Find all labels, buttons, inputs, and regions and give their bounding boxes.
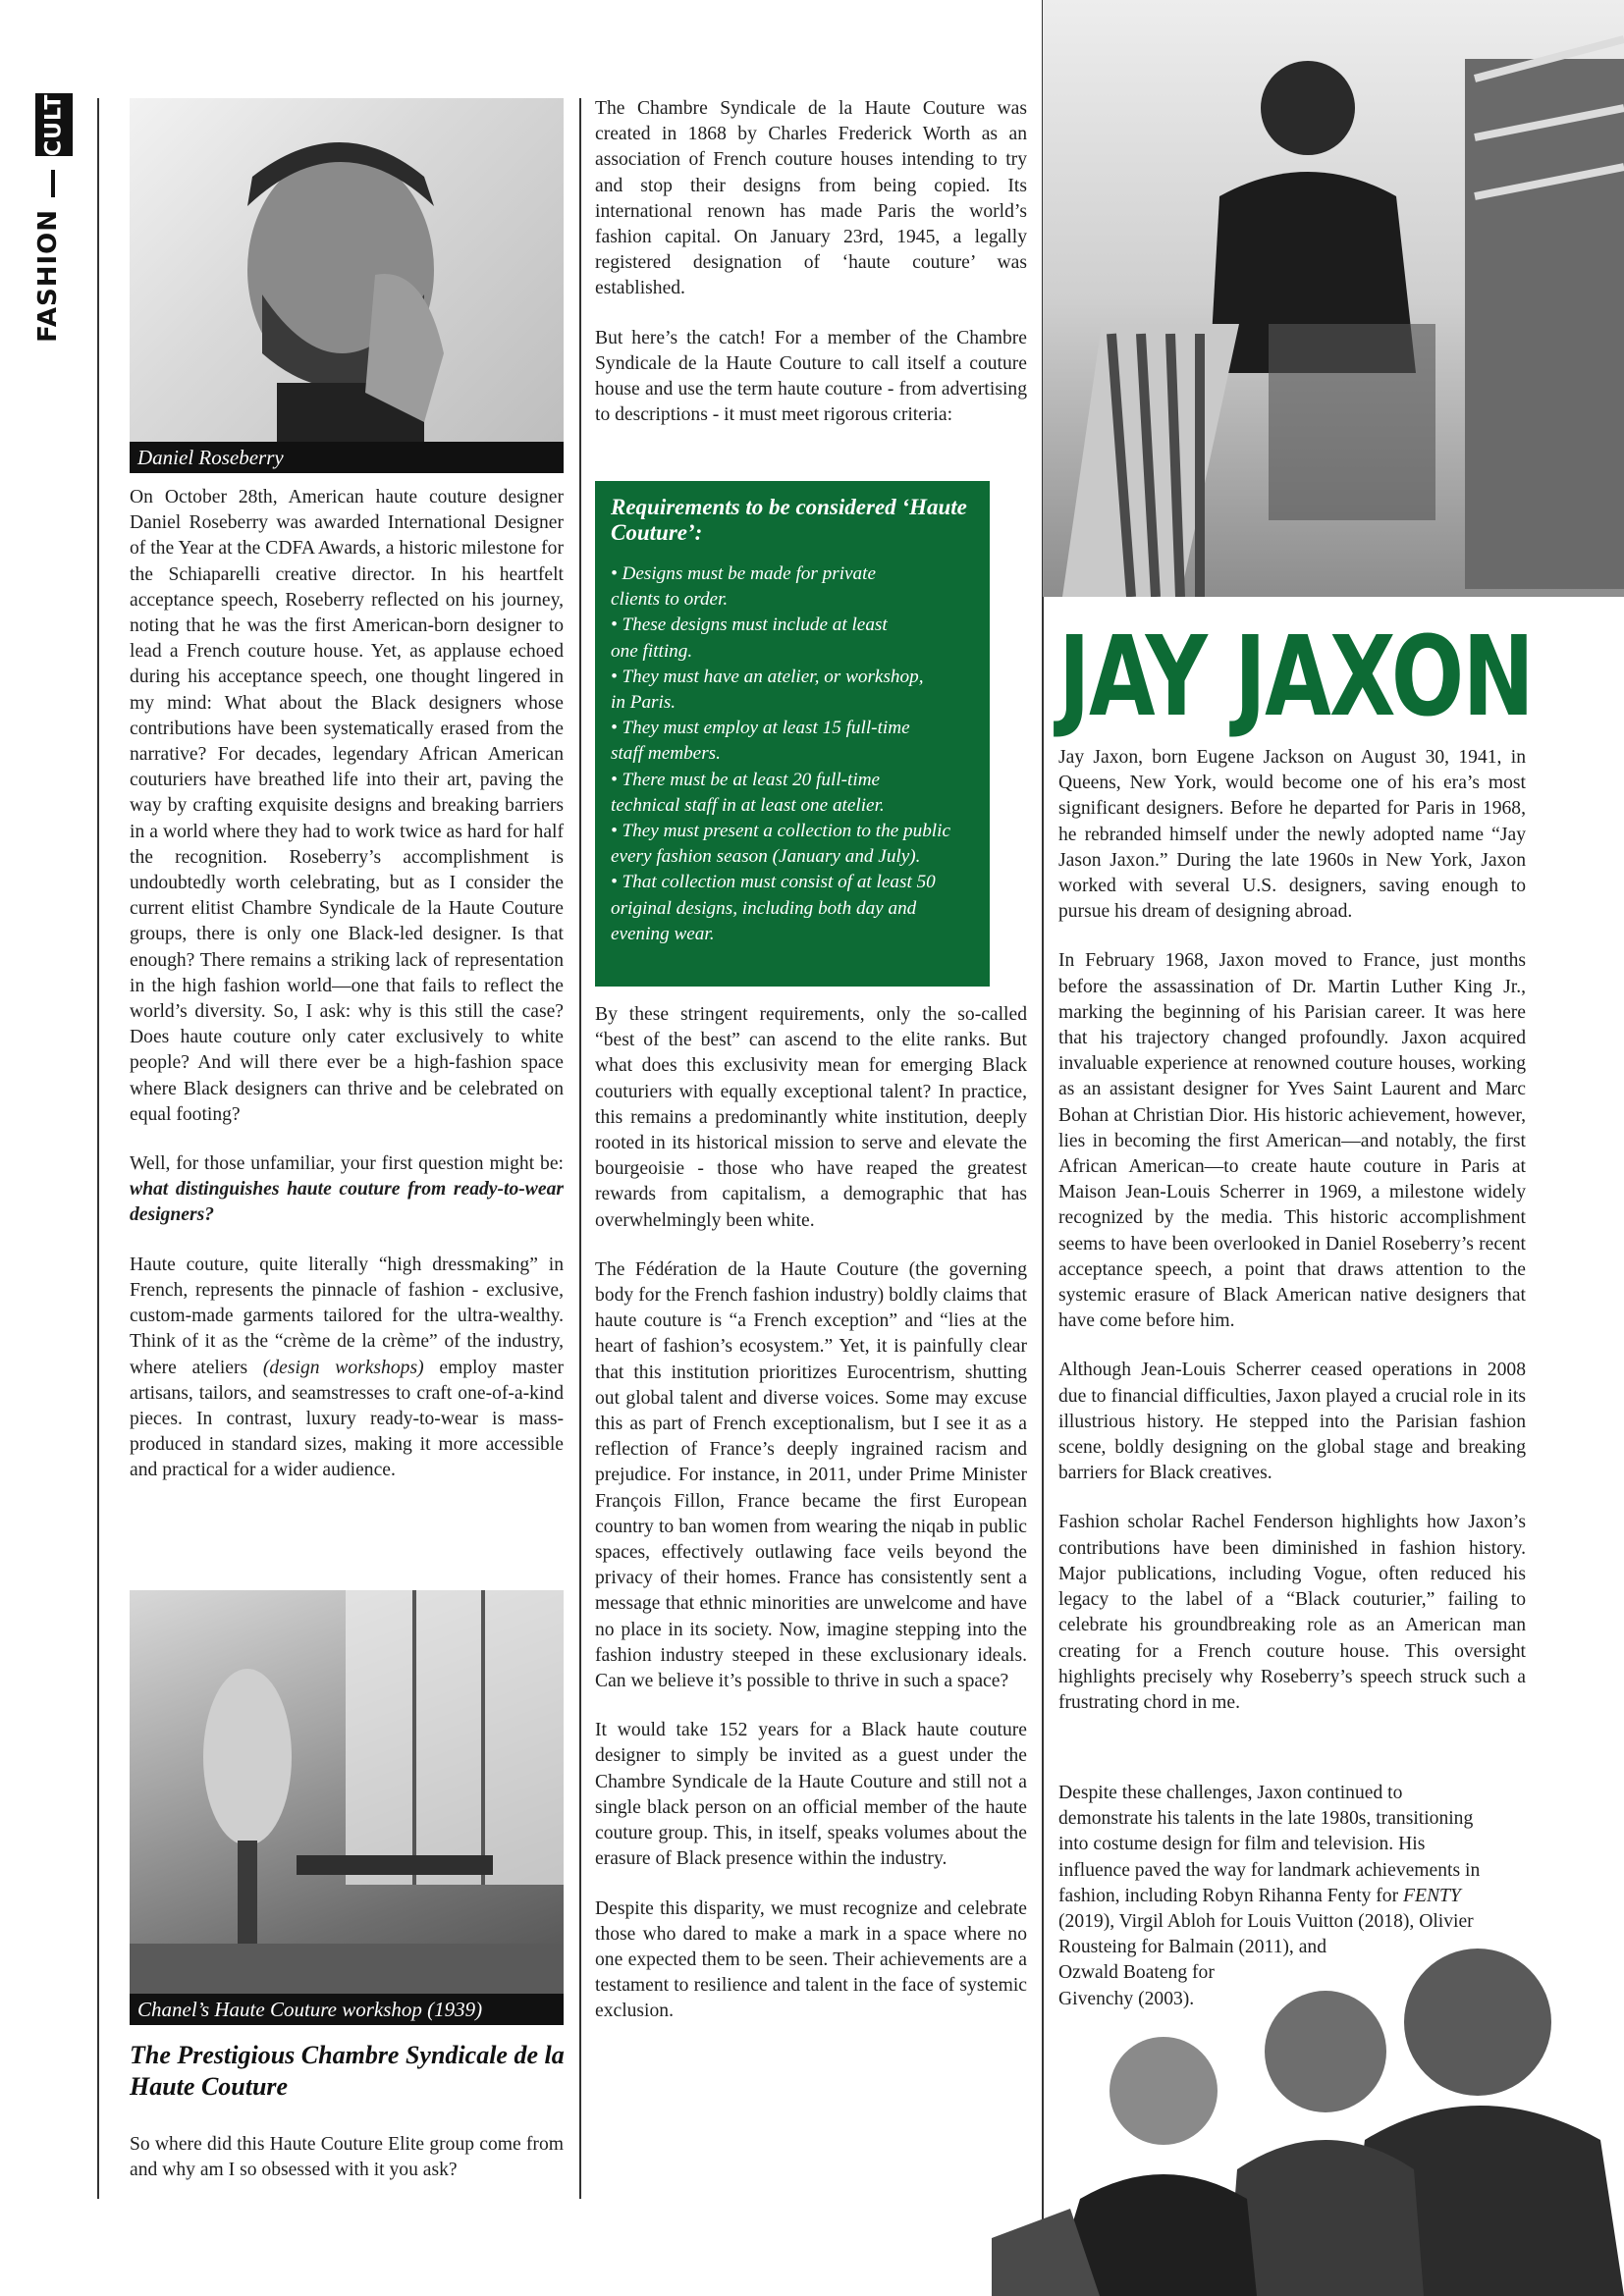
list-item: • They must present a collection to the public (611, 821, 950, 842)
list-item: • Designs must be made for private (611, 563, 876, 584)
text-line: into costume design for film and television. His (1058, 1834, 1426, 1855)
paragraph: Despite this disparity, we must recognize and celebrate those who dared to make a mark in a space where no one expected them to be seen. Their achievements are a testament to resilience and talent in the face of systemic exclusion. (595, 1897, 1027, 2022)
list-item: evening wear. (611, 923, 715, 944)
paragraph: It would take 152 years for a Black haute couture designer to simply be invited as a guest under the Chambre Syndicale de la Haute Couture and still not a single black person on an official member of the haute couture group. This, in itself, speaks volumes about the erasure of Black presence within the industry. (595, 1720, 1027, 1870)
section-label: FASHION (33, 209, 63, 343)
column-3 (1058, 745, 1526, 1739)
paragraph: In February 1968, Jaxon moved to France, just months before the assassination of Dr. Martin Luther King Jr., marking the beginning of his Parisian career. It was here that his trajectory changed profoundly. Jaxon acquired invaluable experience at renowned couture houses, working as an assistant designer for Yves Saint Laurent and Marc Bohan at Christian Dior. His historic achievement, however, lies in becoming the first American—and notably, the first African American—to create haute couture in Paris at Maison Jean-Louis Scherrer in 1969, a milestone widely recognized by the media. This historic accomplishment seems to have been overlooked in Daniel Roseberry’s recent acceptance speech, a point that draws attention to the systemic erasure of Black American native designers that have come before him. (1058, 950, 1526, 1332)
list-item: staff members. (611, 743, 721, 765)
column-2-bottom (595, 1002, 1027, 2025)
paragraph: Well, for those unfamiliar, your first question might be: what distinguishes haute couture from ready-to-wear designers? (130, 1153, 564, 1226)
workshop-illustration (130, 1590, 564, 2025)
list-item: • These designs must include at least (611, 614, 888, 636)
text-line: fashion, including Robyn Rihanna Fenty for FENTY (1058, 1885, 1461, 1906)
requirements-list (611, 561, 974, 947)
list-item: in Paris. (611, 692, 677, 714)
requirements-box (595, 481, 990, 987)
paragraph: Although Jean-Louis Scherrer ceased operations in 2008 due to financial difficulties, Jaxon played a crucial role in its illustrious history. He stepped into the Parisian fashion scene, boldly designing on the global stage and breaking barriers for Black creatives. (1058, 1360, 1526, 1484)
column-3-end (1058, 1781, 1526, 2012)
list-item: one fitting. (611, 640, 693, 662)
photo-caption: Daniel Roseberry (130, 442, 564, 473)
requirements-title: Requirements to be considered ‘Haute Couture’: (611, 495, 967, 545)
text-line: Despite these challenges, Jaxon continued to (1058, 1783, 1403, 1803)
column-rule-left (97, 98, 99, 2199)
column-1-end (130, 2132, 564, 2183)
list-item: • They must have an atelier, or workshop, (611, 666, 924, 687)
list-item: technical staff in at least one atelier. (611, 794, 885, 816)
paragraph: The Fédération de la Haute Couture (the governing body for the French fashion industry) boldly claims that haute couture is “a French exception” and “lies at the heart of fashion’s ecosystem.” Yet, it is painfully clear that this institution prioritizes Eurocentrism, shutting out global talent and diverse voices. Some may excuse this as part of French exceptionalism, but I see it as a reflection of France’s deeply ingrained racism and prejudice. For instance, in 2011, under Prime Minister François Fillon, France became the first European country to ban women from wearing the niqab in public spaces, effectively outlawing face veils beyond the privacy of their homes. France has consistently sent a message that ethnic minorities are unwelcome and have no place in its society. Now, imagine stepping into the fashion industry steeped in these exclusionary ideals. Can we believe it’s possible to thrive in such a space? (595, 1258, 1027, 1692)
paragraph: But here’s the catch! For a member of the Chambre Syndicale de la Haute Couture to call itself a couture house and use the term haute couture - from advertising to descriptions - it must meet rigorous criteria: (595, 327, 1027, 426)
column-2-top (595, 96, 1027, 428)
list-item: clients to order. (611, 589, 729, 611)
jaxon-illustration (1043, 0, 1624, 597)
paragraph: By these stringent requirements, only the so-called “best of the best” can ascend to the elite ranks. But what does this exclusivity mean for emerging Black couturiers with equally exceptional talent? In practice, this remains a predominantly white institution, deeply rooted in its historical mission to serve and elevate the bourgeoisie - those who have reaped the greatest rewards from capitalism, a demographic that has overwhelmingly been white. (595, 1004, 1027, 1231)
magazine-logo: CULT (35, 93, 73, 156)
jay-jaxon-photo (1043, 0, 1624, 597)
paragraph: Haute couture, quite literally “high dressmaking” in French, represents the pinnacle of fashion - exclusive, custom-made garments tailored for the ultra-wealthy. Think of it as the “crème de la crème” of the industry, where ateliers (design workshops) employ master artisans, tailors, and seamstresses to craft one-of-a-kind pieces. In contrast, luxury ready-to-wear is mass-produced in standard sizes, making it more accessible and practical for a wider audience. (130, 1254, 565, 1481)
text-line: Ozwald Boateng for (1058, 1962, 1215, 1984)
photo-caption: Chanel’s Haute Couture workshop (1939) (130, 1994, 564, 2025)
section-subheading: The Prestigious Chambre Syndicale de la Haute Couture (130, 2041, 565, 2101)
text-line: Givenchy (2003). (1058, 1988, 1195, 2009)
text-line: Rousteing for Balmain (2011), and (1058, 1937, 1326, 1958)
article-headline: JAY JAXON (1058, 614, 1534, 741)
list-item: • That collection must consist of at least 50 (611, 872, 936, 893)
paragraph: On October 28th, American haute couture designer Daniel Roseberry was awarded International Designer of the Year at the CDFA Awards, a historic milestone for the Schiaparelli creative director. In his heartfelt acceptance speech, Roseberry reflected on his journey, noting that he was the first American-born designer to lead a French couture house. Yet, as applause echoed during his acceptance speech, one thought lingered in my mind: What about the Black designers whose contributions have been systematically erased from the narrative? For decades, legendary African American couturiers have breathed life into their art, paving the way by crafting exquisite designs and breaking barriers in a world where they had to work twice as hard for half the recognition. Roseberry’s accomplishment is undoubtedly worth celebrating, but as I consider the current elitist Chambre Syndicale de la Haute Couture groups, there is only one Black-led designer. Is that enough? There remains a striking lack of representation in the high fashion world—one that fails to reflect the world’s diversity. So, I ask: why is this still the case? Does haute couture only cater exclusively to white people? And will there ever be a high-fashion space where Black designers can thrive and be celebrated on equal footing? (130, 487, 564, 1125)
text-line: (2019), Virgil Abloh for Louis Vuitton (2018), Olivier (1058, 1911, 1474, 1933)
side-tag (22, 93, 81, 358)
chanel-workshop-photo (130, 1590, 564, 2025)
paragraph: Fashion scholar Rachel Fenderson highlights how Jaxon’s contributions have been diminished in fashion history. Major publications, including Vogue, often reduced his legacy to the label of a “Black couturier,” failing to celebrate his groundbreaking role as an American man creating for a French couture house. This oversight highlights precisely why Roseberry’s speech struck such a frustrating chord in me. (1058, 1512, 1526, 1713)
paragraph: So where did this Haute Couture Elite group come from and why am I so obsessed with it you ask? (130, 2134, 564, 2181)
portrait-illustration (130, 98, 564, 473)
list-item: every fashion season (January and July). (611, 846, 921, 868)
list-item: original designs, including both day and (611, 897, 917, 919)
list-item: • They must employ at least 15 full-time (611, 718, 910, 739)
list-item: • There must be at least 20 full-time (611, 769, 881, 790)
column-1 (130, 485, 564, 1484)
text-line: demonstrate his talents in the late 1980s, transitioning (1058, 1808, 1474, 1830)
paragraph: Jay Jaxon, born Eugene Jackson on August 30, 1941, in Queens, New York, would become one of his era’s most significant designers. Before he departed for Paris in 1968, he rebranded himself under the newly adopted name “Jay Jason Jaxon.” During the late 1960s in New York, Jaxon worked with several U.S. designers, saving enough to pursue his dream of designing abroad. (1058, 747, 1526, 923)
divider (51, 170, 55, 197)
roseberry-photo (130, 98, 564, 473)
column-rule-middle (579, 98, 581, 2199)
paragraph: The Chambre Syndicale de la Haute Couture was created in 1868 by Charles Frederick Worth as an association of French couture houses intending to try and stop their designs from being copied. Its international renown has made Paris the world’s fashion capital. On January 23rd, 1945, a legally registered designation of ‘haute couture’ was established. (595, 98, 1027, 299)
text-line: influence paved the way for landmark achievements in (1058, 1859, 1481, 1881)
